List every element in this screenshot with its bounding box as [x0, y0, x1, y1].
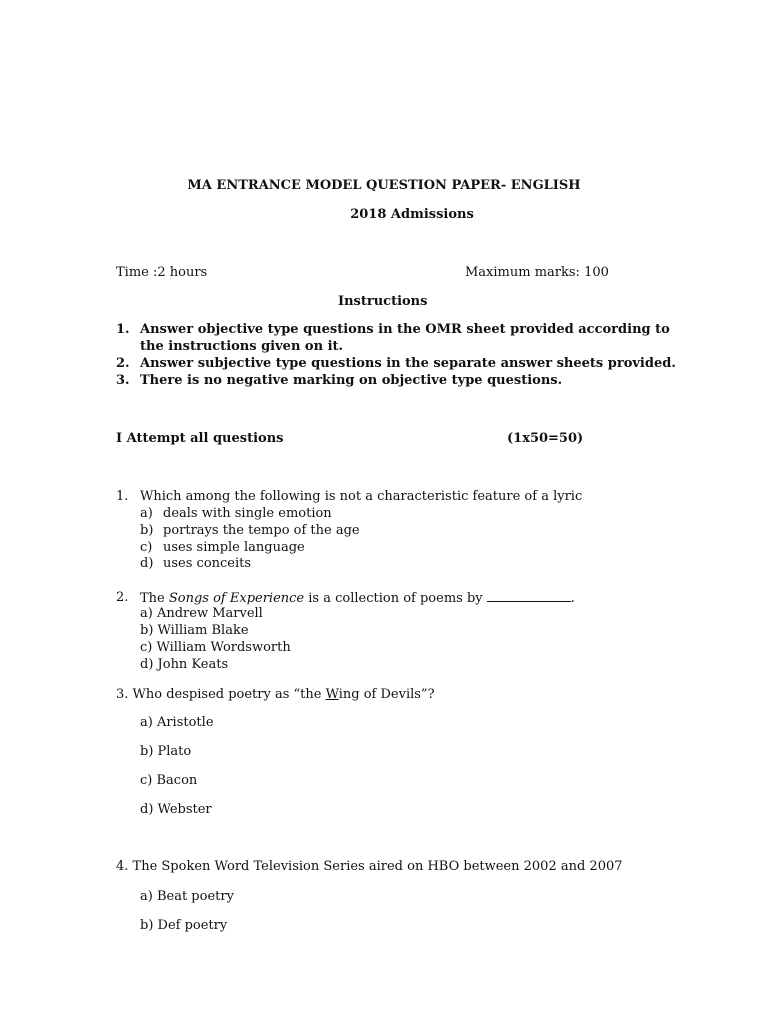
section-marks: (1x50=50) — [507, 431, 584, 446]
option-label: b) — [140, 523, 154, 538]
work-title: Songs of Experience — [168, 591, 305, 606]
instruction-text: There is no negative marking on objective type questions. — [140, 373, 563, 388]
time-label: Time :2 hours — [116, 265, 208, 280]
question-text: Which among the following is not a characteristic feature of a lyric — [140, 489, 583, 504]
instruction-number: 2. — [116, 356, 130, 371]
option: a) Andrew Marvell — [140, 606, 263, 621]
option-text: uses conceits — [163, 556, 252, 571]
question-text — [116, 686, 435, 703]
question-text-post: ing of Devils”? — [338, 687, 435, 702]
page-subtitle: 2018 Admissions — [350, 207, 474, 222]
option-text: deals with single emotion — [163, 506, 332, 521]
option-label: a) — [140, 506, 153, 521]
option-text: portrays the tempo of the age — [163, 523, 360, 538]
instruction-number: 1. — [116, 322, 130, 337]
question-text: 4. The Spoken Word Television Series aired on HBO between 2002 and 2007 — [116, 859, 623, 874]
instruction-text-continued: the instructions given on it. — [140, 339, 344, 354]
question-text-pre: The — [140, 591, 169, 606]
question-number: 1. — [116, 489, 129, 504]
question-text-post: is a collection of poems by — [304, 591, 487, 606]
option-text: uses simple language — [163, 540, 305, 555]
underlined-letter: W — [325, 687, 339, 702]
option: d) John Keats — [140, 657, 229, 672]
page-title: MA ENTRANCE MODEL QUESTION PAPER- ENGLISH — [187, 178, 581, 193]
question-text-end: . — [570, 591, 575, 606]
answer-blank — [487, 589, 571, 602]
option-label: c) — [140, 540, 153, 555]
option: b) Plato — [140, 744, 192, 759]
option: a) Aristotle — [140, 715, 214, 730]
instructions-heading: Instructions — [338, 294, 428, 309]
option: c) William Wordsworth — [140, 640, 291, 655]
question-number: 2. — [116, 590, 129, 605]
option: b) Def poetry — [140, 918, 228, 933]
instruction-text: Answer objective type questions in the OMR sheet provided according to — [140, 322, 670, 337]
option: d) Webster — [140, 802, 212, 817]
option: b) William Blake — [140, 623, 249, 638]
option: c) Bacon — [140, 773, 198, 788]
option: a) Beat poetry — [140, 889, 234, 904]
question-text-pre: 3. Who despised poetry as “the — [116, 687, 326, 702]
instruction-number: 3. — [116, 373, 130, 388]
section-title: I Attempt all questions — [116, 431, 284, 446]
option-label: d) — [140, 556, 154, 571]
instruction-text: Answer subjective type questions in the separate answer sheets provided. — [140, 356, 676, 371]
max-marks-label: Maximum marks: 100 — [465, 265, 609, 280]
